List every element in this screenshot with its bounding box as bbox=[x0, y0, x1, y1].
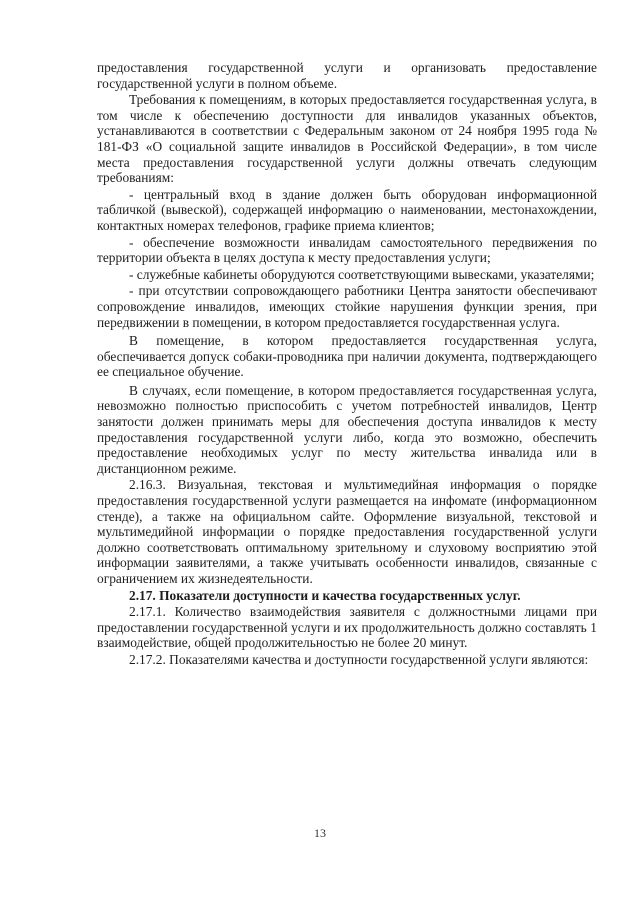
document-body bbox=[97, 60, 597, 668]
paragraph-accessibility-measures: В случаях, если помещение, в котором предоставляется государственная услуга, невозможно полностью приспособить с учетом потребностей инвалидов, Центр занятости должен принимать меры для обеспечения доступа инвалидов к месту предоставления государственной услуги либо, когда это возможно, обеспечить предоставление необходимых услуг по месту жительства инвалида или в дистанционном режиме. bbox=[97, 382, 597, 476]
section-heading-2-17: 2.17. Показатели доступности и качества государственных услуг. bbox=[129, 587, 521, 603]
page-number: 13 bbox=[314, 826, 326, 840]
list-item-office-signs: - служебные кабинеты оборудуются соответствующими вывесками, указателями; bbox=[129, 266, 595, 282]
paragraph-guide-dog: В помещение, в котором предоставляется государственная услуга, обеспечивается допуск собаки-проводника при наличии документа, подтверждающего ее специальное обучение. bbox=[97, 333, 597, 380]
paragraph-premises-requirements: Требования к помещениям, в которых предоставляется государственная услуга, в том числе к обеспечению доступности для инвалидов указанных объектов, устанавливаются в соответствии с Федеральным законом от 24 ноября 1995 года № 181-ФЗ «О социальной защите инвалидов в Российской Федерации», в том числе места предоставления государственной услуги должны отвечать следующим требованиям: bbox=[97, 92, 597, 186]
paragraph-2-17-2: 2.17.2. Показателями качества и доступности государственной услуги являются: bbox=[129, 651, 589, 667]
list-item-escort: - при отсутствии сопровождающего работники Центра занятости обеспечивают сопровождение инвалидов, имеющих стойкие нарушения функции зрения, при передвижении в помещении, в котором предоставляется государственная услуга. bbox=[97, 283, 597, 330]
list-item-independent-movement: - обеспечение возможности инвалидам самостоятельного передвижения по территории объекта в целях доступа к месту предоставления услуги; bbox=[97, 234, 597, 266]
paragraph-continuation: предоставления государственной услуги и организовать предоставление государственной услуги в полном объеме. bbox=[97, 60, 597, 91]
paragraph-2-16-3: 2.16.3. Визуальная, текстовая и мультимедийная информация о порядке предоставления государственной услуги размещается на инфомате (информационном стенде), а также на официальном сайте. Оформление визуальной, текстовой и мультимедийной информации о порядке предоставления государственной услуги должно соответствовать оптимальному зрительному и слуховому восприятию этой информации заявителями, а также учитывать особенности инвалидов, связанные с ограничением их жизнедеятельности. bbox=[97, 477, 597, 586]
list-item-entrance-sign: - центральный вход в здание должен быть оборудован информационной табличкой (вывеской), содержащей информацию о наименовании, местонахождении, контактных номерах телефонов, графике приема клиентов; bbox=[97, 186, 597, 233]
paragraph-2-17-1: 2.17.1. Количество взаимодействия заявителя с должностными лицами при предоставлении государственной услуги и их продолжительность должно составлять 1 взаимодействие, общей продолжительностью не более 20 минут. bbox=[97, 604, 597, 651]
